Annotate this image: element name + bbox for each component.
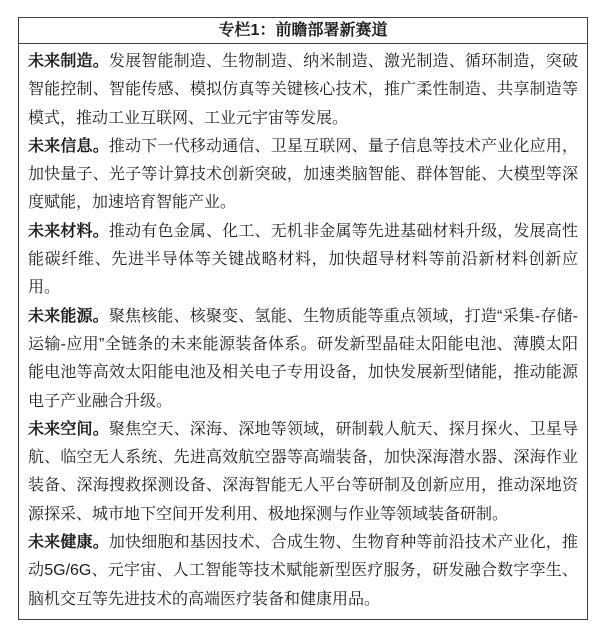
section-heading: 未来信息。 [28, 137, 109, 155]
section-future-health [28, 529, 578, 614]
section-future-energy [28, 303, 578, 416]
column-title: 专栏1：前瞻部署新赛道 [19, 18, 587, 44]
section-body: 推动下一代移动通信、卫星互联网、量子信息等技术产业化应用，加快量子、光子等计算技术创新突破，加速类脑智能、群体智能、大模型等深度赋能，加速培育智能产业。 [28, 137, 578, 212]
section-future-information [28, 133, 578, 218]
section-heading: 未来能源。 [28, 307, 109, 325]
section-heading: 未来健康。 [28, 534, 109, 552]
section-body: 聚焦空天、深海、深地等领域，研制载人航天、探月探火、卫星导航、临空无人系统、先进高效航空器等高端装备，加快深海潜水器、深海作业装备、深海搜救探测设备、深海智能无人平台等研制及创新应用，推动深地资源探采、城市地下空间开发利用、极地探测与作业等领域装备研制。 [28, 420, 578, 523]
section-body: 推动有色金属、化工、无机非金属等先进基础材料升级，发展高性能碳纤维、先进半导体等关键战略材料，加快超导材料等前沿新材料创新应用。 [28, 222, 578, 297]
section-future-space [28, 416, 578, 529]
section-body: 加快细胞和基因技术、合成生物、生物育种等前沿技术产业化，推动5G/6G、元宇宙、人工智能等技术赋能新型医疗服务，研发融合数字孪生、脑机交互等先进技术的高端医疗装备和健康用品。 [28, 534, 578, 608]
section-heading: 未来空间。 [28, 420, 109, 438]
section-future-materials [28, 218, 578, 303]
column-box [18, 17, 588, 620]
column-content [19, 44, 587, 614]
section-future-manufacturing [28, 48, 578, 133]
section-heading: 未来制造。 [28, 53, 109, 70]
section-body: 发展智能制造、生物制造、纳米制造、激光制造、循环制造，突破智能控制、智能传感、模拟仿真等关键核心技术，推广柔性制造、共享制造等模式，推动工业互联网、工业元宇宙等发展。 [28, 53, 578, 127]
section-heading: 未来材料。 [28, 222, 109, 240]
section-body: 聚焦核能、核聚变、氢能、生物质能等重点领域，打造“采集-存储-运输-应用”全链条的未来能源装备体系。研发新型晶硅太阳能电池、薄膜太阳能电池等高效太阳能电池及相关电子专用设备，加快发展新型储能，推动能源电子产业融合升级。 [28, 307, 578, 410]
